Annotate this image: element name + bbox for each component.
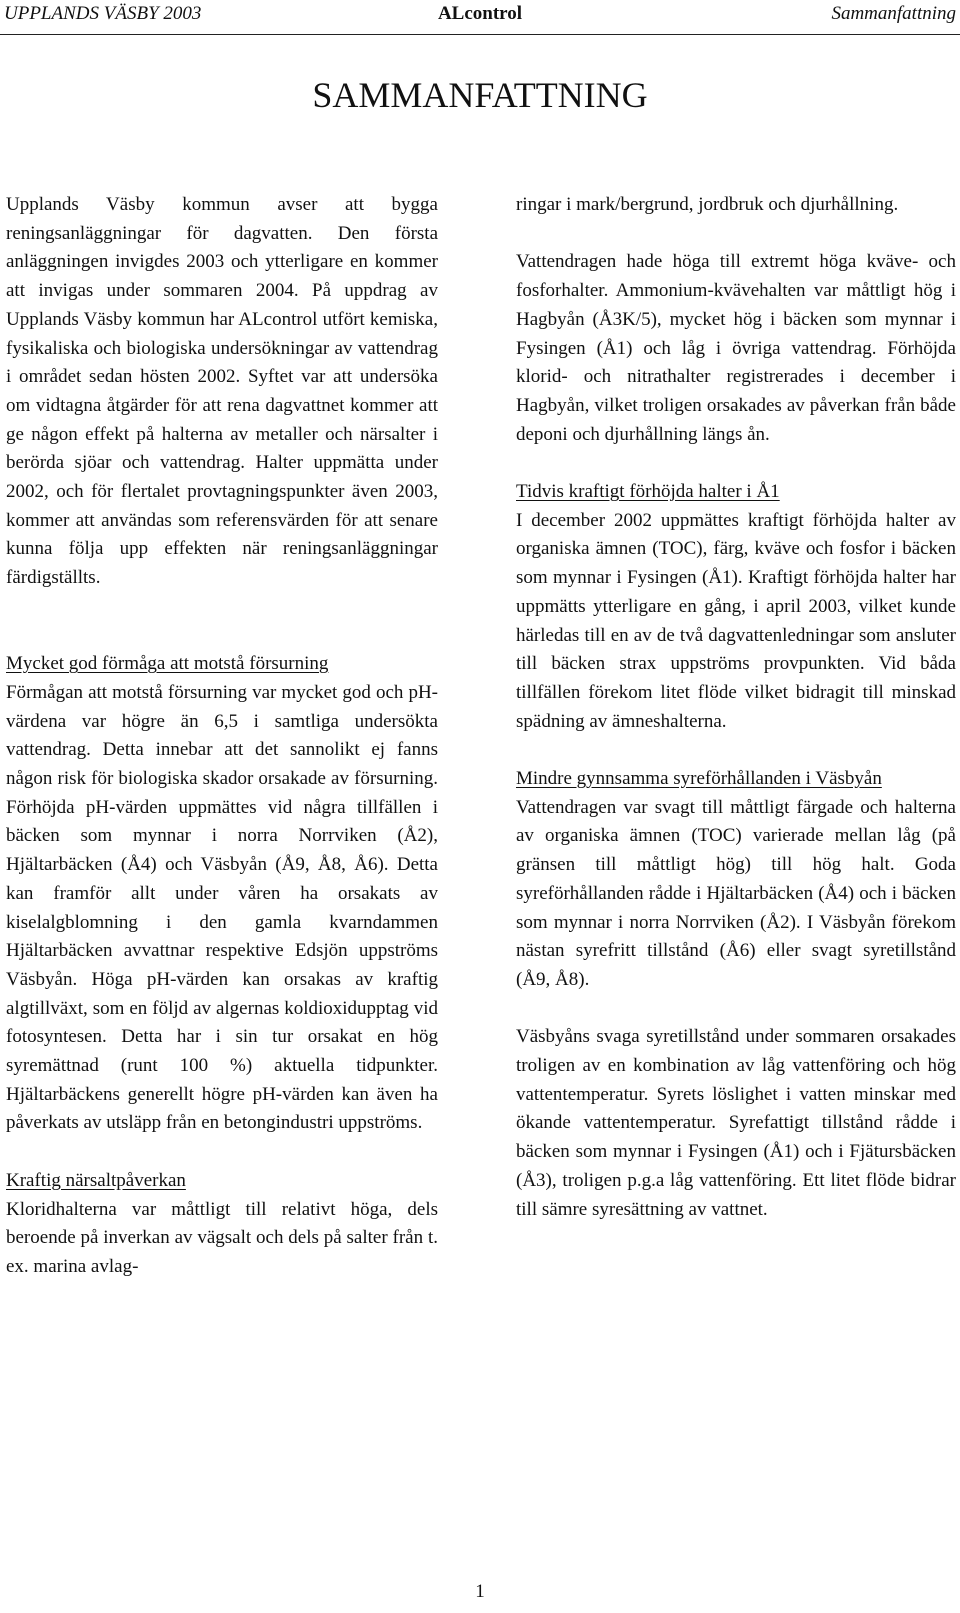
paragraph-gap (516, 995, 956, 1024)
a1-paragraph: I december 2002 uppmättes kraftigt förhöjda halter av organiska ämnen (TOC), färg, kväve och fosfor i bäcken som mynnar i Fysingen (Å1). Kraftigt förhöjda halter har uppmätts ytterligare en gång, i april 2003, vilket kunde härledas till en av de två dagvattenledningar som ansluter till bäcken strax uppströms provpunkten. Vid båda tillfällen förekom litet flöde vilket bidragit till minskad spädning av ämneshalterna. (516, 509, 956, 732)
header-center-text: ALcontrol (437, 3, 523, 24)
paragraph-gap (6, 593, 438, 622)
section-heading-a1: Tidvis kraftigt förhöjda halter i Å1 (516, 481, 780, 502)
header-left-text: UPPLANDS VÄSBY 2003 (4, 3, 202, 24)
section-heading-acidification: Mycket god förmåga att motstå försurning (6, 653, 329, 675)
nutrients-paragraph-continuation: ringar i mark/bergrund, jordbruk och djurhållning. (516, 194, 899, 215)
nitrogen-phosphorus-paragraph: Vattendragen hade höga till extremt höga kväve- och fosforhalter. Ammonium-kvävehalten var måttligt hög i Hagbyån (Å3K/5), mycket hög i bäcken som mynnar i Fysingen (Å1) och låg i övriga vattendrag. Förhöjda klorid- och nitrathalter registrerades i december i Hagbyån, vilket troligen orsakades av påverkan från både deponi och djurhållning längs ån. (516, 251, 956, 445)
page-header (0, 0, 960, 35)
paragraph-gap (516, 449, 956, 478)
intro-paragraph: Upplands Väsby kommun avser att bygga reningsanläggningar för dagvatten. Den första anläggningen invigdes 2003 och ytterligare en kommer att invigas under sommaren 2004. På uppdrag av Upplands Väsby kommun har ALcontrol utfört kemiska, fysikaliska och biologiska undersökningar av vattendrag i området sedan hösten 2002. Syftet var att undersöka om vidtagna åtgärder för att rena dagvattnet kommer att ge någon effekt på halterna av metaller och närsalter i berörda sjöar och vattendrag. Halter uppmätta under 2002, och för flertalet provtagningspunkter även 2003, kommer att användas som referensvärden för att senare kunna följa upp effekten när reningsanläggningar färdigställts. (6, 194, 438, 589)
page-number: 1 (475, 1581, 485, 1602)
paragraph-gap (516, 736, 956, 765)
paragraph-gap (516, 220, 956, 249)
oxygen-summer-paragraph: Väsbyåns svaga syretillstånd under sommaren orsakades troligen av en kombination av låg vattenföring och hög vattentemperatur. Syrets löslighet i vatten minskar med ökande vattentemperatur. Syrefattigt tillstånd rådde i bäcken som mynnar i Fysingen (Å1) och i Fjätursbäcken (Å3), troligen p.g.a låg vattenföring. Ett litet flöde bidrar till sämre syresättning av vattnet. (516, 1026, 956, 1220)
acidification-paragraph: Förmågan att motstå försurning var mycket god och pH-värdena var högre än 6,5 i samtliga undersökta vattendrag. Detta innebar att det sannolikt ej fanns någon risk för biologiska skador orsakade av försurning. Förhöjda pH-värden uppmättes vid några tillfällen i bäcken som mynnar i norra Norrviken (Å2), Hjältarbäcken (Å4) och Väsbyån (Å9, Å8, Å6). Detta kan framför allt under våren ha orsakats av kiselalgblomning i den gamla kvarndammen Hjältarbäcken avvattnar respektive Edsjön uppströms Väsbyån. Höga pH-värden kan orsakas av kraftig algtillväxt, som en följd av algernas koldioxidupptag vid fotosyntesen. Detta har i sin tur orsakat en hög syremättnad (runt 100 %) aktuella tidpunkter. Hjältarbäckens generellt högre pH-värden kan även ha påverkats av utsläpp från en betongindustri uppströms. (6, 681, 438, 1134)
header-right-text: Sammanfattning (831, 3, 956, 24)
page-title: SAMMANFATTNING (312, 75, 648, 115)
left-column (6, 191, 438, 1282)
oxygen-conditions-paragraph: Vattendragen var svagt till måttligt färgade och halterna av organiska ämnen (TOC) varierade mellan låg (på gränsen till måttligt hög) till hög halt. Goda syreförhållanden rådde i Hjältarbäcken (Å4) och i bäcken som mynnar i norra Norrviken (Å2). I Väsbyån förekom nästan syrefritt tillstånd (Å6) eller svagt syretillstånd (Å9, Å8). (516, 796, 956, 990)
section-heading-oxygen: Mindre gynnsamma syreförhållanden i Väsbyån (516, 768, 882, 790)
nutrients-paragraph-start: Kloridhalterna var måttligt till relativt höga, dels beroende på inverkan av vägsalt och dels på salter från t. ex. marina avlag- (6, 1198, 438, 1277)
paragraph-gap (6, 622, 438, 651)
section-heading-nutrients: Kraftig närsaltpåverkan (6, 1169, 186, 1191)
right-column (516, 191, 956, 1224)
paragraph-gap (6, 1138, 438, 1167)
